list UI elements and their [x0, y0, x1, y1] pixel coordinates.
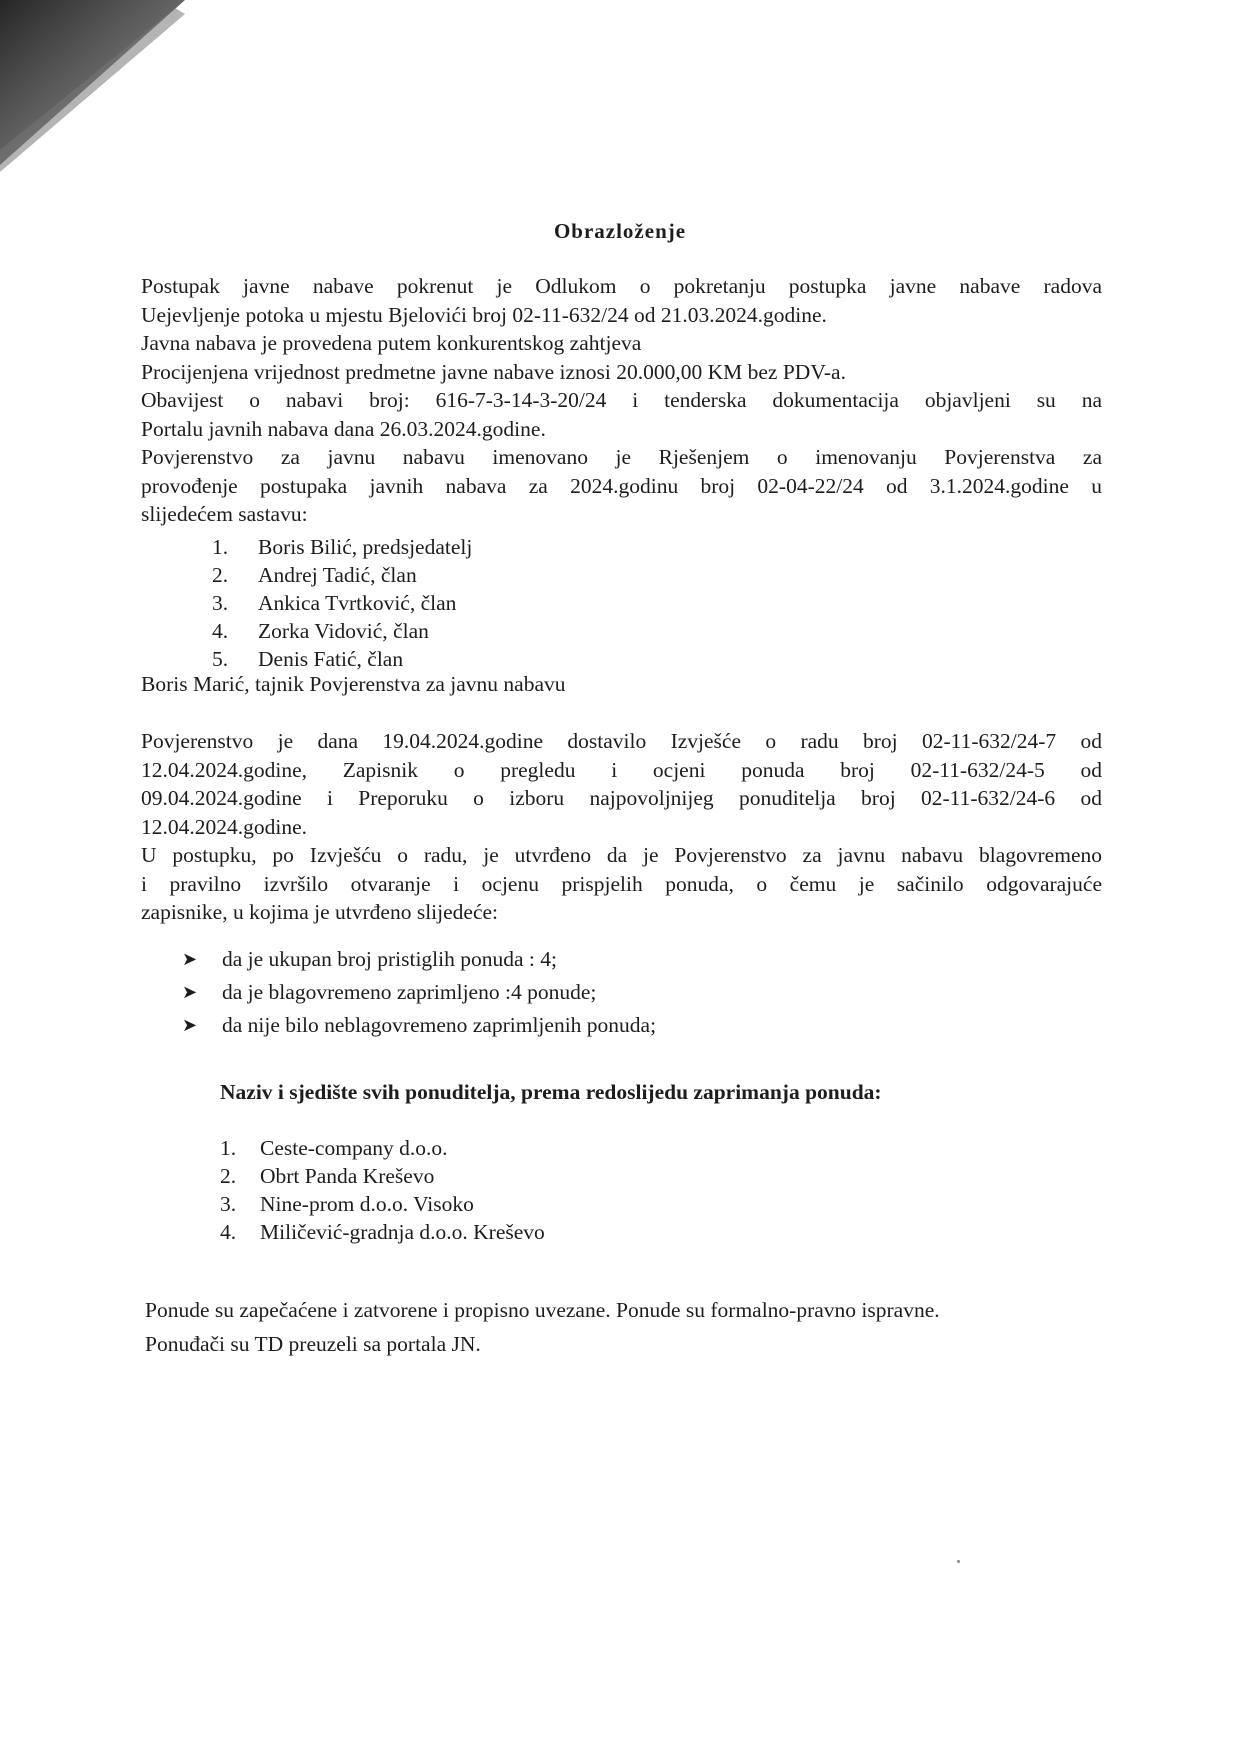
bidder-name: Obrt Panda Kreševo — [260, 1164, 435, 1188]
list-item — [182, 976, 656, 1009]
report-line: zapisnike, u kojima je utvrđeno slijedeće: — [141, 900, 499, 924]
intro-line: provođenje postupaka javnih nabava za 2024.godinu broj 02-04-22/24 od 3.1.2024.godine u — [141, 473, 1102, 498]
intro-line: Uejevljenje potoka u mjestu Bjelovići broj 02-11-632/24 od 21.03.2024.godine. — [141, 302, 827, 327]
member-name: Boris Bilić, predsjedatelj — [258, 535, 473, 559]
list-item — [212, 589, 472, 617]
list-item — [212, 561, 472, 589]
page-title: Obrazloženje — [553, 219, 687, 243]
closing-line: Ponuđači su TD preuzeli sa portala JN. — [145, 1332, 481, 1356]
committee-members-list — [212, 533, 472, 673]
list-number: 1. — [220, 1136, 237, 1160]
report-line: 12.04.2024.godine, Zapisnik o pregledu i ocjeni ponuda broj 02-11-632/24-5 od — [141, 757, 1102, 782]
finding-text: da je ukupan broj pristiglih ponuda : 4; — [222, 947, 557, 971]
bidder-name: Ceste-company d.o.o. — [260, 1136, 448, 1160]
intro-line: Procijenjena vrijednost predmetne javne nabave iznosi 20.000,00 KM bez PDV-a. — [141, 359, 846, 384]
secretary-line: Boris Marić, tajnik Povjerenstva za javnu nabavu — [141, 672, 566, 696]
closing-line: Ponude su zapečaćene i zatvorene i propisno uvezane. Ponude su formalno-pravno ispravne. — [145, 1298, 940, 1322]
list-item — [182, 1009, 656, 1042]
intro-paragraph — [141, 272, 1102, 529]
report-line: 09.04.2024.godine i Preporuku o izboru najpovoljnijeg ponuditelja broj 02-11-632/24-6 od — [141, 786, 1102, 810]
list-item — [212, 533, 472, 561]
report-paragraph — [141, 727, 1102, 927]
list-item — [220, 1190, 545, 1218]
list-number: 4. — [220, 1220, 237, 1244]
member-name: Andrej Tadić, član — [258, 563, 417, 587]
report-line: Povjerenstvo je dana 19.04.2024.godine dostavilo Izvješće o radu broj 02-11-632/24-7 od — [141, 729, 1102, 753]
findings-list — [182, 943, 656, 1042]
scan-speck — [957, 1560, 960, 1563]
arrow-bullet-icon: ➤ — [182, 982, 198, 1002]
list-item — [212, 617, 472, 645]
member-name: Ankica Tvrtković, član — [258, 591, 457, 615]
intro-line: Obavijest o nabavi broj: 616-7-3-14-3-20/24 i tenderska dokumentacija objavljeni su na — [141, 388, 1102, 412]
list-number: 3. — [212, 591, 229, 615]
bidder-name: Nine-prom d.o.o. Visoko — [260, 1192, 474, 1216]
list-number: 2. — [212, 563, 229, 587]
intro-line: Povjerenstvo za javnu nabavu imenovano je Rješenjem o imenovanju Povjerenstva za — [141, 445, 1102, 469]
intro-line: slijedećem sastavu: — [141, 502, 308, 526]
list-item — [212, 645, 472, 673]
bidders-heading: Naziv i sjedište svih ponuditelja, prema redoslijedu zaprimanja ponuda: — [220, 1080, 882, 1104]
list-item — [220, 1162, 545, 1190]
list-number: 2. — [220, 1164, 237, 1188]
report-line: i pravilno izvršilo otvaranje i ocjenu prispjelih ponuda, o čemu je sačinilo odgovarajuće — [141, 871, 1102, 896]
intro-line: Javna nabava je provedena putem konkurentskog zahtjeva — [141, 331, 642, 355]
finding-text: da nije bilo neblagovremeno zaprimljenih ponuda; — [222, 1013, 657, 1037]
list-item — [220, 1218, 545, 1246]
report-line: U postupku, po Izvješću o radu, je utvrđeno da je Povjerenstvo za javnu nabavu blagovremeno — [141, 843, 1102, 867]
list-item — [182, 943, 656, 976]
closing-paragraph — [145, 1293, 1103, 1361]
member-name: Zorka Vidović, član — [258, 619, 429, 643]
list-number: 5. — [212, 647, 229, 671]
list-item — [220, 1134, 545, 1162]
list-number: 4. — [212, 619, 229, 643]
bidder-name: Miličević-gradnja d.o.o. Kreševo — [260, 1220, 545, 1244]
member-name: Denis Fatić, član — [258, 647, 404, 671]
bidders-list — [220, 1134, 545, 1246]
report-line: 12.04.2024.godine. — [141, 814, 308, 839]
intro-line: Postupak javne nabave pokrenut je Odlukom o pokretanju postupka javne nabave radova — [141, 274, 1102, 298]
list-number: 3. — [220, 1192, 237, 1216]
list-number: 1. — [212, 535, 229, 559]
arrow-bullet-icon: ➤ — [182, 1015, 198, 1035]
intro-line: Portalu javnih nabava dana 26.03.2024.godine. — [141, 416, 546, 441]
finding-text: da je blagovremeno zaprimljeno :4 ponude; — [222, 980, 597, 1004]
arrow-bullet-icon: ➤ — [182, 949, 198, 969]
